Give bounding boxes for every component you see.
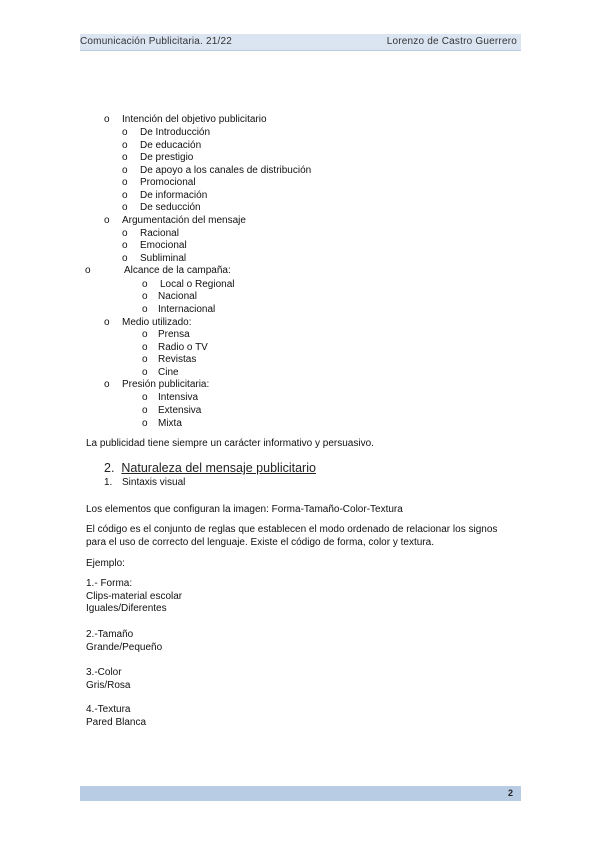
list-item: Promocional bbox=[140, 177, 196, 188]
bullet: o bbox=[122, 190, 128, 201]
bullet: o bbox=[142, 304, 148, 315]
example-color-line1: Gris/Rosa bbox=[86, 680, 131, 691]
bullet: o bbox=[122, 228, 128, 239]
example-tamano-title: 2.-Tamaño bbox=[86, 629, 134, 640]
outline-medio-label: Medio utilizado: bbox=[122, 317, 192, 328]
bullet: o bbox=[122, 202, 128, 213]
bullet: o bbox=[142, 279, 148, 290]
bullet: o bbox=[122, 152, 128, 163]
list-item: Extensiva bbox=[158, 405, 202, 416]
ejemplo-label: Ejemplo: bbox=[86, 558, 125, 569]
bullet-argumentacion: o bbox=[104, 215, 110, 226]
page-number: 2 bbox=[507, 788, 513, 798]
example-forma-line1: Clips-material escolar bbox=[86, 591, 183, 602]
paragraph-codigo-line1: El código es el conjunto de reglas que establecen el modo ordenado de relacionar los signos bbox=[86, 524, 498, 535]
bullet: o bbox=[122, 127, 128, 138]
bullet: o bbox=[122, 240, 128, 251]
header-author: Lorenzo de Castro Guerrero bbox=[386, 36, 517, 47]
list-item: Nacional bbox=[158, 291, 197, 302]
example-textura-line1: Pared Blanca bbox=[86, 717, 147, 728]
bullet: o bbox=[142, 291, 148, 302]
outline-alcance-label: Alcance de la campaña: bbox=[124, 265, 231, 276]
list-item: Cine bbox=[158, 367, 179, 378]
list-item: Mixta bbox=[158, 418, 182, 429]
bullet: o bbox=[142, 329, 148, 340]
bullet: o bbox=[122, 177, 128, 188]
example-color-title: 3.-Color bbox=[86, 667, 122, 678]
list-item: Emocional bbox=[140, 240, 187, 251]
section-heading-naturaleza bbox=[104, 461, 316, 476]
bullet: o bbox=[122, 140, 128, 151]
list-item: De educación bbox=[140, 140, 202, 151]
bullet: o bbox=[142, 405, 148, 416]
page-footer bbox=[80, 786, 521, 801]
list-item: De seducción bbox=[140, 202, 201, 213]
section-number: 2. bbox=[104, 461, 115, 475]
outline-presion-label: Presión publicitaria: bbox=[122, 379, 210, 390]
paragraph-codigo-line2: para el uso de correcto del lenguaje. Existe el código de forma, color y textura. bbox=[86, 537, 434, 548]
example-forma-line2: Iguales/Diferentes bbox=[86, 603, 167, 614]
subsection-number: 1. bbox=[104, 477, 113, 488]
list-item: Subliminal bbox=[140, 253, 187, 264]
bullet: o bbox=[122, 253, 128, 264]
list-item: Revistas bbox=[158, 354, 197, 365]
example-forma-title: 1.- Forma: bbox=[86, 578, 133, 589]
page-header bbox=[80, 34, 521, 51]
paragraph-publicidad: La publicidad tiene siempre un carácter informativo y persuasivo. bbox=[86, 438, 374, 449]
bullet: o bbox=[122, 165, 128, 176]
bullet-medio: o bbox=[104, 317, 110, 328]
list-item: De Introducción bbox=[140, 127, 211, 138]
outline-argumentacion-label: Argumentación del mensaje bbox=[122, 215, 246, 226]
bullet: o bbox=[142, 342, 148, 353]
bullet: o bbox=[142, 367, 148, 378]
outline-intencion-label: Intención del objetivo publicitario bbox=[122, 114, 267, 125]
header-course-title: Comunicación Publicitaria. 21/22 bbox=[80, 36, 233, 47]
section-title: Naturaleza del mensaje publicitario bbox=[121, 461, 316, 475]
list-item: Prensa bbox=[158, 329, 190, 340]
list-item: Radio o TV bbox=[158, 342, 208, 353]
bullet: o bbox=[142, 354, 148, 365]
list-item: De prestigio bbox=[140, 152, 194, 163]
bullet: o bbox=[142, 418, 148, 429]
bullet-alcance: o bbox=[85, 265, 91, 276]
list-item: Intensiva bbox=[158, 392, 199, 403]
list-item: Local o Regional bbox=[160, 279, 235, 290]
paragraph-elementos: Los elementos que configuran la imagen: Forma-Tamaño-Color-Textura bbox=[86, 504, 403, 515]
example-tamano-line1: Grande/Pequeño bbox=[86, 642, 163, 653]
bullet-presion: o bbox=[104, 379, 110, 390]
list-item: De apoyo a los canales de distribución bbox=[140, 165, 312, 176]
bullet-intencion: o bbox=[104, 114, 110, 125]
list-item: Racional bbox=[140, 228, 179, 239]
example-textura-title: 4.-Textura bbox=[86, 704, 131, 715]
bullet: o bbox=[142, 392, 148, 403]
list-item: De información bbox=[140, 190, 208, 201]
subsection-title: Sintaxis visual bbox=[122, 477, 186, 488]
list-item: Internacional bbox=[158, 304, 216, 315]
